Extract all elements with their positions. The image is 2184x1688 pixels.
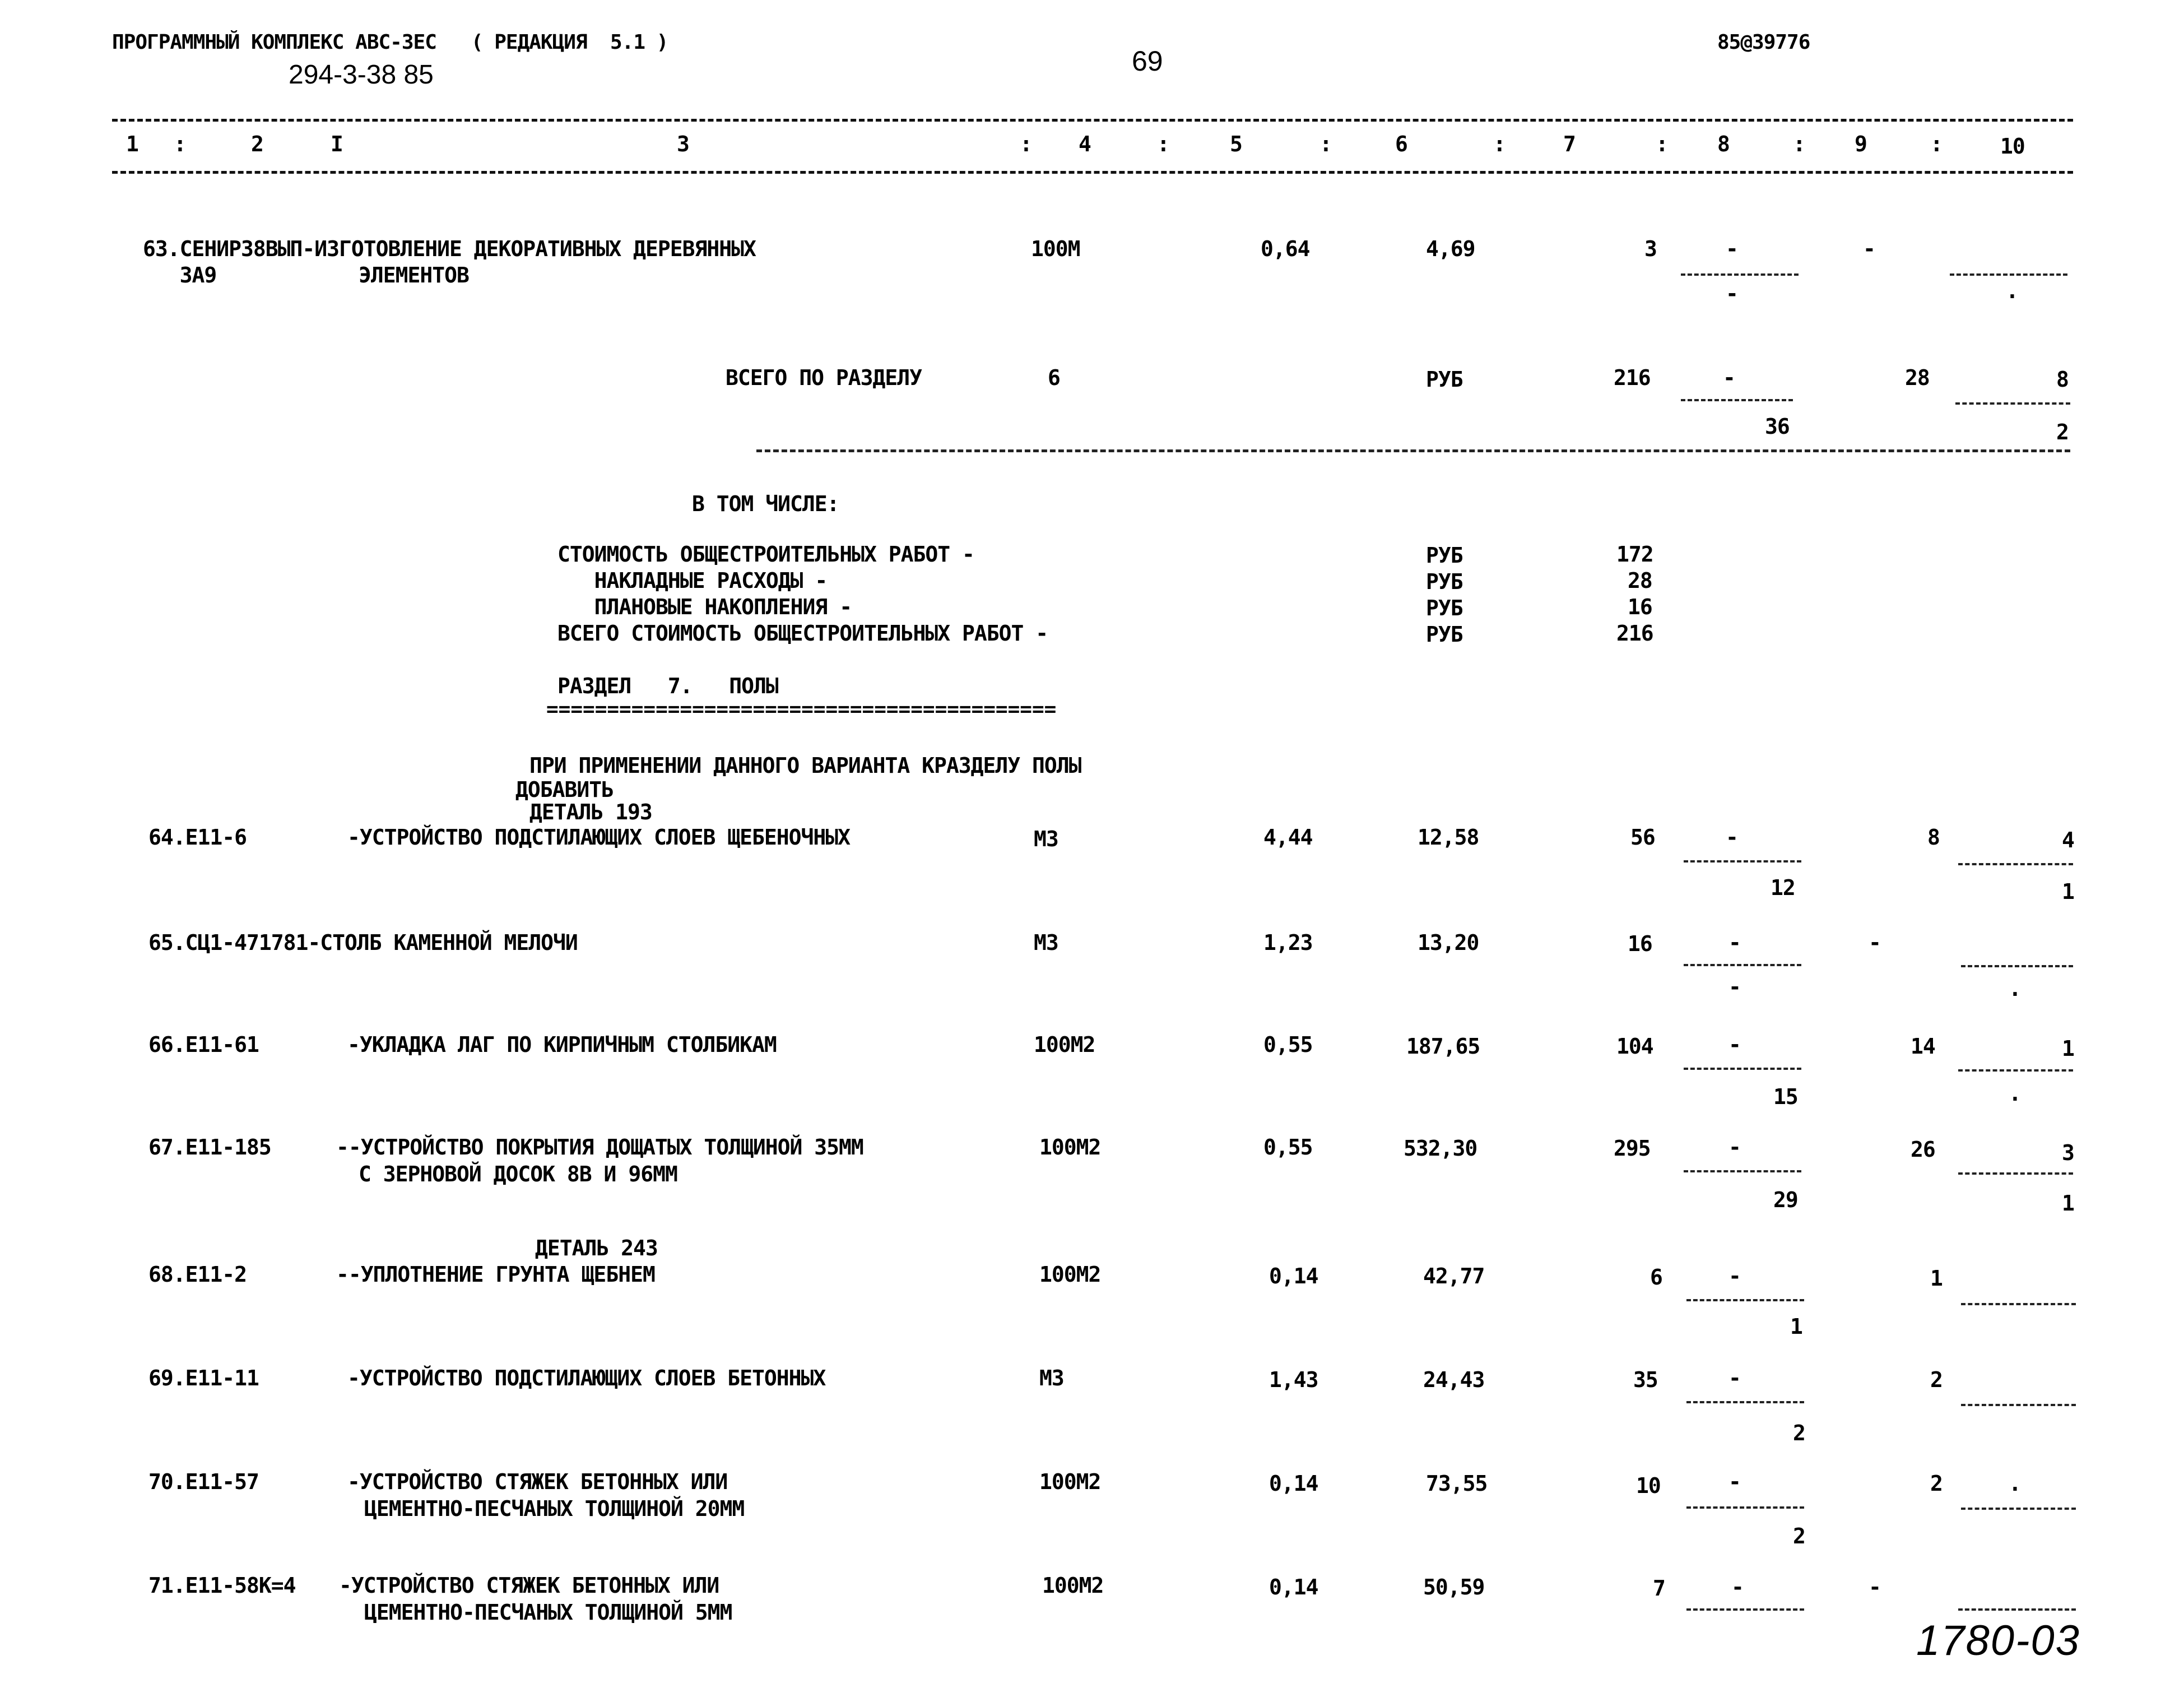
col-sep: : bbox=[1157, 132, 1169, 156]
row-col8-bottom: 29 bbox=[1773, 1188, 1798, 1212]
col-sep: : bbox=[1493, 132, 1505, 156]
section-number: 6 bbox=[1048, 365, 1060, 390]
row-code: 67.Е11-185 bbox=[148, 1135, 271, 1160]
row-col9: 1 bbox=[1930, 1266, 1943, 1291]
fraction-line bbox=[1686, 1506, 1804, 1509]
col-8: 8 bbox=[1717, 132, 1730, 156]
col-10: 10 bbox=[2000, 134, 2025, 159]
row-col8-bottom: 1 bbox=[1790, 1314, 1802, 1339]
fraction-line bbox=[1958, 863, 2073, 865]
fraction-line bbox=[1684, 964, 1801, 966]
section-title: РАЗДЕЛ 7. ПОЛЫ bbox=[557, 674, 778, 698]
col-sep: : bbox=[1020, 132, 1032, 156]
summary-unit: РУБ bbox=[1426, 543, 1463, 568]
including-label: В ТОМ ЧИСЛЕ: bbox=[692, 491, 839, 516]
row-total: 104 bbox=[1616, 1034, 1653, 1059]
fraction-line bbox=[1961, 1303, 2076, 1305]
col-5: 5 bbox=[1230, 132, 1242, 156]
row-qty: 1,23 bbox=[1263, 930, 1313, 955]
row-code: 66.Е11-61 bbox=[148, 1032, 259, 1057]
note-line: ПРИ ПРИМЕНЕНИИ ДАННОГО ВАРИАНТА КРАЗДЕЛУ ПОЛЫ bbox=[529, 753, 1081, 778]
row-col9: 26 bbox=[1911, 1137, 1935, 1162]
row-qty: 4,44 bbox=[1263, 825, 1313, 850]
row-col8-bottom: 15 bbox=[1773, 1084, 1798, 1109]
row-price: 532,30 bbox=[1404, 1136, 1477, 1161]
row-col8-top: - bbox=[1728, 930, 1741, 955]
section-unit: РУБ bbox=[1426, 367, 1463, 392]
summary-unit: РУБ bbox=[1426, 622, 1463, 647]
row-unit: 100М2 bbox=[1034, 1032, 1095, 1057]
note-line: ДЕТАЛЬ 193 bbox=[529, 800, 652, 824]
row-col9: - bbox=[1869, 1575, 1881, 1599]
row-col8-top: - bbox=[1728, 1366, 1741, 1390]
row-unit: М3 bbox=[1034, 827, 1058, 851]
section-col10-bottom: 2 bbox=[2056, 420, 2069, 444]
row-col10-bottom: . bbox=[2009, 1081, 2021, 1106]
row-price: 50,59 bbox=[1423, 1575, 1485, 1599]
program-title: ПРОГРАММНЫЙ КОМПЛЕКС АВС-ЗЕС ( РЕДАКЦИЯ 5.1 ) bbox=[112, 31, 668, 54]
summary-unit: РУБ bbox=[1426, 596, 1463, 620]
fraction-line bbox=[1961, 965, 2073, 967]
row-col8-top: - bbox=[1731, 1575, 1744, 1599]
col-sep: : bbox=[1319, 132, 1332, 156]
row-col10-top: . bbox=[2009, 1471, 2021, 1496]
row-desc-cont: ЭЛЕМЕНТОВ bbox=[359, 263, 469, 287]
row-col8-top: - bbox=[1726, 825, 1738, 850]
row-desc: -УКЛАДКА ЛАГ ПО КИРПИЧНЫМ СТОЛБИКАМ bbox=[347, 1032, 777, 1057]
row-code-desc: 63.СЕНИРЗ8ВЫП-ИЗГОТОВЛЕНИЕ ДЕКОРАТИВНЫХ ДЕРЕВЯННЫХ bbox=[143, 236, 756, 261]
fraction-line bbox=[1958, 1069, 2073, 1072]
row-total: 35 bbox=[1633, 1367, 1658, 1392]
row-unit: 100М2 bbox=[1039, 1262, 1101, 1287]
col-2: 2 bbox=[251, 132, 263, 156]
row-code: 70.Е11-57 bbox=[148, 1469, 259, 1494]
row-col8-bottom: - bbox=[1728, 975, 1741, 999]
fraction-line bbox=[1686, 1401, 1804, 1403]
row-col8-bottom: 2 bbox=[1793, 1421, 1805, 1445]
row-unit: М3 bbox=[1039, 1366, 1064, 1390]
row-col10-bottom: . bbox=[2006, 279, 2018, 303]
row-desc: --УСТРОЙСТВО ПОКРЫТИЯ ДОЩАТЫХ ТОЛЩИНОЙ 35ММ bbox=[336, 1135, 863, 1160]
row-qty: 0,14 bbox=[1269, 1575, 1318, 1599]
row-code: 71.Е11-58К=4 bbox=[148, 1573, 296, 1598]
col-6: 6 bbox=[1395, 132, 1407, 156]
row-desc: -УСТРОЙСТВО СТЯЖЕК БЕТОННЫХ ИЛИ bbox=[347, 1469, 728, 1494]
fraction-line bbox=[1950, 273, 2067, 276]
header-top-rule bbox=[112, 119, 2073, 122]
summary-label: ПЛАНОВЫЕ НАКОПЛЕНИЯ - bbox=[557, 595, 852, 619]
col-1: 1 bbox=[126, 132, 138, 156]
section-title-underline: ========================================== bbox=[546, 698, 1057, 721]
row-qty: 0,64 bbox=[1261, 236, 1310, 261]
row-col8-bottom: 12 bbox=[1771, 875, 1795, 900]
row-col8-bottom: 2 bbox=[1793, 1524, 1805, 1548]
col-sep: : bbox=[1930, 132, 1943, 156]
row-price: 187,65 bbox=[1406, 1034, 1480, 1059]
row-unit: 100М2 bbox=[1039, 1469, 1101, 1494]
row-code-cont: 3А9 bbox=[143, 263, 217, 287]
row-col8-top: - bbox=[1728, 1469, 1741, 1494]
row-col9: - bbox=[1869, 930, 1881, 955]
row-col9: 14 bbox=[1911, 1034, 1935, 1059]
row-unit: 100М bbox=[1031, 236, 1080, 261]
row-col10-top: 1 bbox=[2062, 1036, 2074, 1061]
page-number: 69 bbox=[1132, 45, 1163, 77]
section-col10-top: 8 bbox=[2056, 367, 2069, 392]
note-line: ДОБАВИТЬ bbox=[515, 777, 614, 802]
row-col10-bottom: . bbox=[2009, 976, 2021, 1001]
fraction-line bbox=[1955, 402, 2070, 405]
summary-value: 16 bbox=[1628, 595, 1652, 619]
summary-label: ВСЕГО СТОИМОСТЬ ОБЩЕСТРОИТЕЛЬНЫХ РАБОТ - bbox=[557, 621, 1048, 646]
row-desc: -УСТРОЙСТВО ПОДСТИЛАЮЩИХ СЛОЕВ ЩЕБЕНОЧНЫХ bbox=[347, 825, 850, 850]
row-code: 69.Е11-11 bbox=[148, 1366, 259, 1390]
row-col9: 2 bbox=[1930, 1367, 1943, 1392]
section-col9: 28 bbox=[1905, 365, 1930, 390]
section-total-rule bbox=[756, 449, 2070, 452]
row-total: 3 bbox=[1644, 236, 1657, 261]
summary-unit: РУБ bbox=[1426, 569, 1463, 594]
fraction-line bbox=[1686, 1299, 1804, 1301]
col-3: 3 bbox=[677, 132, 689, 156]
row-qty: 0,55 bbox=[1263, 1032, 1313, 1057]
col-sep: : bbox=[174, 132, 186, 156]
fraction-line bbox=[1684, 860, 1801, 862]
fraction-line bbox=[1681, 273, 1799, 276]
row-desc-cont: ЦЕМЕНТНО-ПЕСЧАНЫХ ТОЛЩИНОЙ 5ММ bbox=[364, 1600, 732, 1625]
row-total: 10 bbox=[1636, 1473, 1661, 1498]
fraction-line bbox=[1961, 1404, 2076, 1406]
fraction-line bbox=[1684, 1170, 1801, 1172]
col-7: 7 bbox=[1563, 132, 1576, 156]
row-col10-top: 3 bbox=[2062, 1140, 2074, 1165]
fraction-line bbox=[1958, 1172, 2073, 1175]
row-col8-top: - bbox=[1728, 1135, 1741, 1160]
row-desc: -УСТРОЙСТВО СТЯЖЕК БЕТОННЫХ ИЛИ bbox=[339, 1573, 719, 1598]
note-line: ДЕТАЛЬ 243 bbox=[535, 1236, 658, 1260]
col-4: 4 bbox=[1079, 132, 1091, 156]
row-total: 56 bbox=[1630, 825, 1655, 850]
section-total-label: ВСЕГО ПО РАЗДЕЛУ bbox=[726, 365, 922, 390]
row-code: 68.Е11-2 bbox=[148, 1262, 247, 1287]
section-col8-top: - bbox=[1723, 365, 1735, 390]
fraction-line bbox=[1681, 399, 1793, 401]
row-qty: 1,43 bbox=[1269, 1367, 1318, 1392]
section-total-value: 216 bbox=[1614, 365, 1651, 390]
summary-value: 172 bbox=[1616, 542, 1653, 567]
row-price: 24,43 bbox=[1423, 1367, 1485, 1392]
row-price: 13,20 bbox=[1418, 930, 1479, 955]
row-col8-top: - bbox=[1728, 1032, 1741, 1057]
row-qty: 0,14 bbox=[1269, 1471, 1318, 1496]
header-bottom-rule bbox=[112, 171, 2073, 174]
fraction-line bbox=[1686, 1608, 1804, 1611]
col-sep: : bbox=[1656, 132, 1668, 156]
row-total: 295 bbox=[1614, 1136, 1651, 1161]
row-unit: 100М2 bbox=[1042, 1573, 1104, 1598]
row-total: 7 bbox=[1653, 1576, 1665, 1601]
row-price: 73,55 bbox=[1426, 1471, 1488, 1496]
row-unit: М3 bbox=[1034, 930, 1058, 955]
row-col9: 8 bbox=[1927, 825, 1940, 850]
row-price: 42,77 bbox=[1423, 1264, 1485, 1288]
document-id: 85@39776 bbox=[1717, 31, 1810, 54]
summary-label: СТОИМОСТЬ ОБЩЕСТРОИТЕЛЬНЫХ РАБОТ - bbox=[557, 542, 974, 567]
row-qty: 0,55 bbox=[1263, 1135, 1313, 1160]
summary-label: НАКЛАДНЫЕ РАСХОДЫ - bbox=[557, 568, 828, 593]
col-sep: I bbox=[331, 132, 343, 156]
row-col10-top: 4 bbox=[2062, 828, 2074, 852]
project-code: 294-3-38 85 bbox=[289, 60, 434, 90]
summary-value: 28 bbox=[1628, 568, 1652, 593]
row-col10-bottom: 1 bbox=[2062, 1191, 2074, 1216]
row-col10-bottom: 1 bbox=[2062, 879, 2074, 904]
summary-value: 216 bbox=[1616, 621, 1653, 646]
section-col8-bottom: 36 bbox=[1765, 414, 1790, 439]
row-col9: - bbox=[1863, 236, 1875, 261]
row-desc-cont: ЦЕМЕНТНО-ПЕСЧАНЫХ ТОЛЩИНОЙ 20ММ bbox=[364, 1496, 745, 1521]
row-total: 16 bbox=[1628, 931, 1652, 956]
col-9: 9 bbox=[1855, 132, 1867, 156]
row-col8-bottom: - bbox=[1726, 281, 1738, 306]
row-desc-cont: С ЗЕРНОВОЙ ДОСОК 8В И 96ММ bbox=[359, 1162, 677, 1186]
row-code-desc: 65.СЦ1-471781-СТОЛБ КАМЕННОЙ МЕЛОЧИ bbox=[148, 930, 578, 955]
row-price: 4,69 bbox=[1426, 236, 1475, 261]
row-desc: -УСТРОЙСТВО ПОДСТИЛАЮЩИХ СЛОЕВ БЕТОННЫХ bbox=[347, 1366, 826, 1390]
row-col8-top: - bbox=[1728, 1264, 1741, 1288]
fraction-line bbox=[1684, 1068, 1801, 1070]
fraction-line bbox=[1958, 1608, 2076, 1611]
archive-stamp: 1780-03 bbox=[1916, 1617, 2080, 1664]
row-col8-top: - bbox=[1726, 236, 1738, 261]
row-unit: 100М2 bbox=[1039, 1135, 1101, 1160]
row-col9: 2 bbox=[1930, 1471, 1943, 1496]
row-code: 64.Е11-6 bbox=[148, 825, 247, 850]
row-desc: --УПЛОТНЕНИЕ ГРУНТА ЩЕБНЕМ bbox=[336, 1262, 655, 1287]
row-qty: 0,14 bbox=[1269, 1264, 1318, 1288]
row-price: 12,58 bbox=[1418, 825, 1479, 850]
row-total: 6 bbox=[1650, 1265, 1662, 1290]
fraction-line bbox=[1961, 1508, 2076, 1510]
col-sep: : bbox=[1793, 132, 1805, 156]
